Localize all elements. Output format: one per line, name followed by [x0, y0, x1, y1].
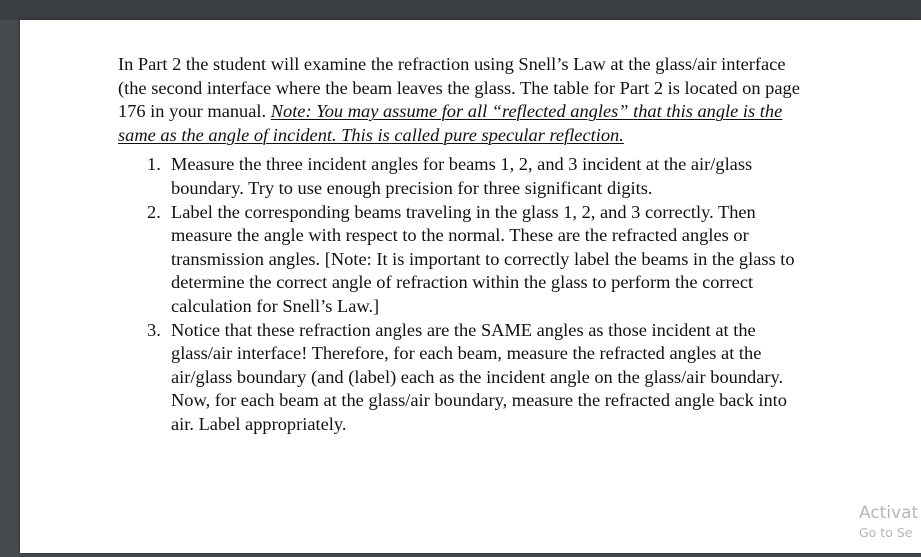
step-text: Measure the three incident angles for beams 1, 2, and 3 incident at the air/glass boundary. Try to use enough precision for three significant digits.: [171, 154, 753, 198]
step-number: 3.: [147, 319, 161, 340]
step-text: Label the corresponding beams traveling in the glass 1, 2, and 3 correctly. Then measure the angle with respect to the normal. These are the refracted angles or transmission angles. [Note: It is important to correctly label the beams in the glass to determine the correct angle of refraction within the glass to perform the correct calculation for Snell’s Law.]: [171, 201, 795, 316]
specular-reflection-note: Note: You may assume for all “reflected angles” that this angle is the same as the angle of incident. This is called pure specular reflection.: [118, 101, 783, 145]
intro-text: In Part 2 the student will examine the refraction using Snell’s Law at the glass/air interface (the second interface where the beam leaves the glass. The table for Part 2 is located on page 176 in your manual.: [118, 54, 800, 122]
watermark-line-2: Go to Se: [859, 525, 913, 540]
list-item: [118, 319, 808, 437]
viewer-top-bar: [0, 0, 921, 20]
step-number: 2.: [147, 201, 161, 222]
watermark-line-1: Activat: [859, 503, 919, 523]
step-text: Notice that these refraction angles are the SAME angles as those incident at the glass/air interface! Therefore, for each beam, measure the refracted angles at the air/glass boundary (and (label) each as the incident angle on the glass/air boundary. Now, for each beam at the glass/air boundary, measure the refracted angle back into air. Label appropriately.: [171, 319, 787, 434]
document-body: [118, 53, 808, 437]
step-number: 1.: [147, 154, 161, 175]
list-item: [118, 201, 808, 319]
intro-paragraph: [118, 53, 808, 147]
list-item: [118, 153, 808, 200]
activation-watermark: [859, 502, 921, 541]
instruction-list: [118, 153, 808, 436]
document-page: [20, 20, 921, 553]
